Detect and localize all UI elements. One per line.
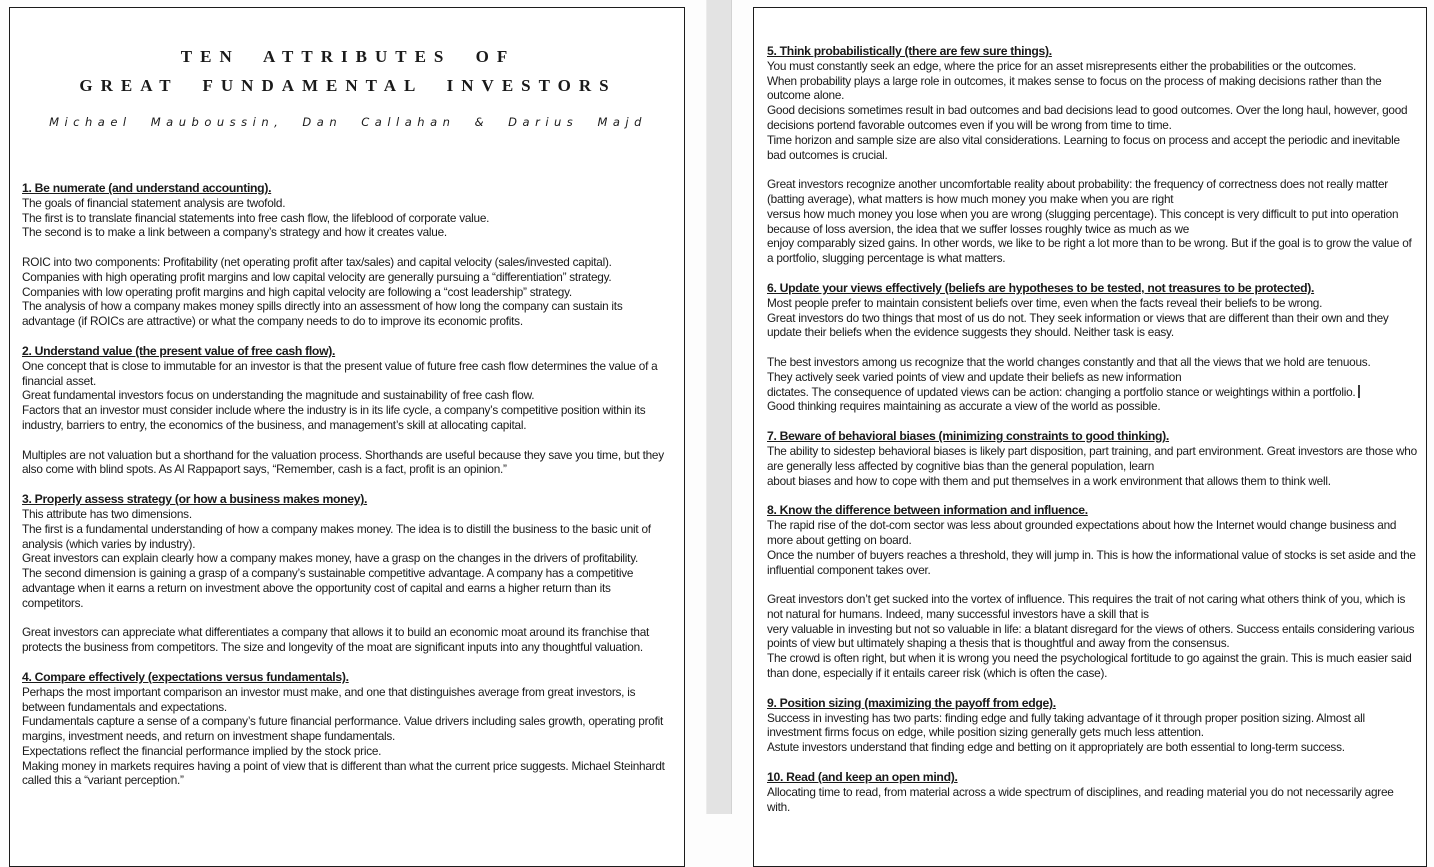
paragraph <box>767 59 1418 163</box>
text-line: versus how much money you lose when you are wrong (slugging percentage). This concept is very difficult to put into operation because of loss aversion, the idea that we suffer losses roughly twice as much as we <box>767 206 1399 236</box>
section <box>22 344 674 477</box>
section-heading: 2. Understand value (the present value of free cash flow). <box>22 343 336 358</box>
text-line: The crowd is often right, but when it is wrong you need the psychological fortitude to go against the grain. This is much easier said than done, especially if it entails career risk (which is often the case). <box>767 651 1412 681</box>
text-line: This attribute has two dimensions. <box>22 506 192 521</box>
text-line: The analysis of how a company makes money spills directly into an assessment of how long the company can sustain its advantage (if ROICs are attractive) or what the company needs to do to improve its economic profits. <box>22 299 623 329</box>
text-line: dictates. The consequence of updated views can be action: changing a portfolio stance or weightings within a portfolio. <box>767 385 1418 400</box>
text-line: enjoy comparably sized gains. In other words, we like to be right a lot more than to be wrong. But if the goal is to grow the value of a portfolio, slugging percentage is what matters. <box>767 236 1412 266</box>
text-line: The first is a fundamental understanding of how a company makes money. The idea is to distill the business to the basic unit of analysis (which varies by industry). <box>22 521 651 551</box>
section-heading: 10. Read (and keep an open mind). <box>767 770 958 785</box>
section-heading: 9. Position sizing (maximizing the payoff from edge). <box>767 695 1056 710</box>
paragraph <box>22 685 674 789</box>
text-line: The first is to translate financial statements into free cash flow, the lifeblood of corporate value. <box>22 210 490 225</box>
text-line: Great investors do two things that most of us do not. They seek information or views that are different than their own and they update their beliefs when the evidence suggests they should. Neither task is easy. <box>767 310 1389 340</box>
title-line-2: GREAT FUNDAMENTAL INVESTORS <box>79 76 617 95</box>
section-heading: 7. Beware of behavioral biases (minimizing constraints to good thinking). <box>767 429 1170 444</box>
text-line: Great fundamental investors focus on understanding the magnitude and sustainability of free cash flow. <box>22 388 535 403</box>
text-line: Once the number of buyers reaches a threshold, they will jump in. This is how the informational value of stocks is set aside and the influential component takes over. <box>767 547 1416 577</box>
text-line: They actively seek varied points of view and update their beliefs as new information <box>767 369 1182 384</box>
text-line: very valuable in investing but not so valuable in life: a blatant disregard for the views of others. Success entails considering various points of view but ultimately shaping a thesis that is thoughtful and away from the consensus. <box>767 621 1415 651</box>
text-line: Success in investing has two parts: finding edge and fully taking advantage of it through proper position sizing. Almost all investment firms focus on edge, while position sizing generally gets much less attention. <box>767 710 1365 740</box>
text-line: Making money in markets requires having a point of view that is different than what the current price suggests. Michael Steinhardt called this a “variant perception.” <box>22 758 665 788</box>
paragraph <box>22 196 674 240</box>
text-line: Great investors can appreciate what differentiates a company that allows it to build an economic moat around its franchise that protects the business from competitors. The size and longevity of the moat are significant inputs into any thoughtful valuation. <box>22 625 650 655</box>
paragraph <box>767 711 1418 755</box>
text-line: Factors that an investor must consider include where the industry is in its life cycle, a company’s competitive position within its industry, barriers to entry, the economics of the business, and management’s skill at allocating capital. <box>22 403 646 432</box>
text-line: Great investors recognize another uncomfortable reality about probability: the frequency of correctness does not really matter (batting average), what matters is how much money you make when you are right <box>767 177 1388 206</box>
text-line: Time horizon and sample size are also vital considerations. Learning to focus on process and accept the periodic and inevitable bad outcomes is crucial. <box>767 132 1400 162</box>
document-title <box>22 42 674 100</box>
left-page-sections <box>22 181 674 788</box>
text-line: When probability plays a large role in outcomes, it makes sense to focus on the process of making decisions rather than the outcome alone. <box>767 73 1382 103</box>
document-page-right <box>753 7 1427 867</box>
section-heading: 8. Know the difference between information and influence. <box>767 503 1088 518</box>
section <box>767 44 1418 266</box>
text-line: ROIC into two components: Profitability (net operating profit after tax/sales) and capital velocity (sales/invested capital). <box>22 254 612 269</box>
text-line: Great investors don’t get sucked into the vortex of influence. This requires the trait of not caring what others think of you, which is not natural for humans. Indeed, many successful investors have a skill that is <box>767 592 1406 621</box>
right-page-sections <box>767 44 1418 814</box>
text-line: The second dimension is gaining a grasp of a company’s sustainable competitive advantage. A company has a competitive advantage when it earns a return on investment above the opportunity cost of capital and earns a higher return than its competitors. <box>22 566 634 610</box>
section <box>22 670 674 788</box>
text-line: Multiples are not valuation but a shorthand for the valuation process. Shorthands are useful because they save you time, but they also come with blind spots. As Al Rappaport says, “Remember, cash is a fact, profit is an opinion.” <box>22 447 664 477</box>
paragraph <box>767 592 1418 681</box>
text-line: Expectations reflect the financial performance implied by the stock price. <box>22 743 382 758</box>
text-line: Companies with low operating profit margins and high capital velocity are following a “cost leadership” strategy. <box>22 284 572 299</box>
section-heading: 1. Be numerate (and understand accounting). <box>22 181 272 195</box>
text-line: Fundamentals capture a sense of a company’s future financial performance. Value drivers including sales growth, operating profit margins, investment needs, and return on investment shape fundamentals. <box>22 714 664 744</box>
paragraph <box>767 785 1418 815</box>
text-line: The second is to make a link between a company’s strategy and how it creates value. <box>22 225 447 240</box>
text-line: The rapid rise of the dot-com sector was less about grounded expectations about how the Internet would change business and more about getting on board. <box>767 518 1397 547</box>
section <box>22 181 674 329</box>
paragraph <box>767 518 1418 577</box>
text-line: Great investors can explain clearly how a company makes money, have a grasp on the changes in the drivers of profitability. <box>22 551 639 566</box>
paragraph <box>22 507 674 611</box>
paragraph <box>22 359 674 433</box>
paragraph <box>767 177 1418 266</box>
section <box>767 429 1418 488</box>
section <box>767 281 1418 414</box>
paragraph <box>767 296 1418 340</box>
text-line: The ability to sidestep behavioral biases is likely part disposition, part training, and part environment. Great investors are those who are generally less affected by cognitive bias than the general population, learn <box>767 443 1417 473</box>
text-line: Astute investors understand that finding edge and betting on it appropriately are both essential to long-term success. <box>767 740 1345 755</box>
document-page-left <box>9 7 685 867</box>
paragraph <box>22 625 674 655</box>
section <box>767 503 1418 681</box>
section-heading: 3. Properly assess strategy (or how a business makes money). <box>22 492 368 507</box>
paragraph <box>767 444 1418 488</box>
text-line: about biases and how to cope with them and put themselves in a work environment that allows them to think well. <box>767 473 1331 488</box>
title-line-1: TEN ATTRIBUTES OF <box>180 47 516 66</box>
page-gap-divider <box>706 0 732 814</box>
section-heading: 4. Compare effectively (expectations versus fundamentals). <box>22 669 349 684</box>
text-line: Good thinking requires maintaining as accurate a view of the world as possible. <box>767 399 1161 414</box>
text-line: Good decisions sometimes result in bad outcomes and bad decisions lead to good outcomes. Over the long haul, however, good decisions portend favorable outcomes even if you will be wrong from time to time. <box>767 103 1408 132</box>
text-line: You must constantly seek an edge, where the price for an asset misrepresents either the probabilities or the outcomes. <box>767 58 1357 73</box>
section-heading: 5. Think probabilistically (there are few sure things). <box>767 44 1052 58</box>
text-line: Perhaps the most important comparison an investor must make, and one that distinguishes average from great investors, is between fundamentals and expectations. <box>22 684 636 714</box>
text-line: Allocating time to read, from material across a wide spectrum of disciplines, and reading material you do not necessarily agree with. <box>767 784 1394 814</box>
section <box>767 770 1418 814</box>
text-line: The goals of financial statement analysis are twofold. <box>22 195 286 210</box>
text-line: One concept that is close to immutable for an investor is that the present value of future free cash flow determines the value of a financial asset. <box>22 358 658 388</box>
section <box>22 492 674 655</box>
text-cursor <box>1358 385 1360 398</box>
section <box>767 696 1418 755</box>
text-line: Most people prefer to maintain consistent beliefs over time, even when the facts reveal their beliefs to be wrong. <box>767 295 1323 310</box>
section-heading: 6. Update your views effectively (beliefs are hypotheses to be tested, not treasures to be protected). <box>767 280 1315 295</box>
text-line: Companies with high operating profit margins and low capital velocity are generally pursuing a “differentiation” strategy. <box>22 269 612 284</box>
paragraph <box>767 355 1418 414</box>
paragraph <box>22 448 674 478</box>
document-authors: Michael Mauboussin, Dan Callahan & Darius Majd <box>49 115 647 129</box>
paragraph <box>22 255 674 329</box>
text-line: The best investors among us recognize that the world changes constantly and that all the views that we hold are tenuous. <box>767 354 1371 369</box>
